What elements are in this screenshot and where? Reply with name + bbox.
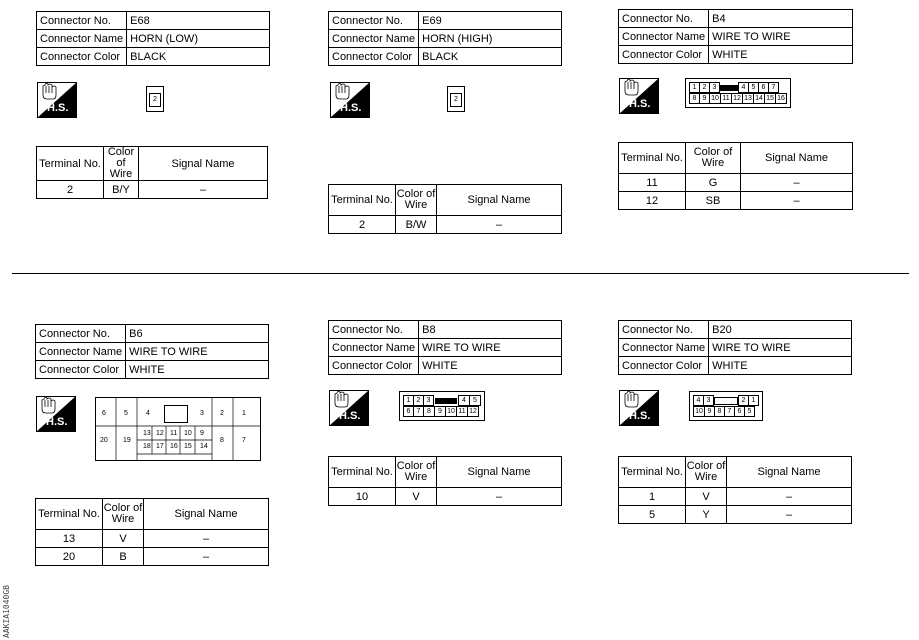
e69-no: E69 [419, 12, 562, 30]
e68-no: E68 [127, 12, 270, 30]
label-connector-color: Connector Color [36, 361, 126, 379]
header-color-of-wire: Color of Wire [396, 185, 437, 216]
b6-terminal-table [35, 498, 269, 566]
header-color-of-wire: Color of Wire [686, 457, 727, 488]
label-connector-color: Connector Color [619, 46, 709, 64]
header-terminal-no: Terminal No. [619, 457, 686, 488]
header-signal-name: Signal Name [727, 457, 852, 488]
label-connector-no: Connector No. [36, 325, 126, 343]
b4-info-table [618, 9, 853, 64]
e68-connector-face [146, 86, 164, 112]
b20-no: B20 [709, 321, 852, 339]
label-connector-color: Connector Color [329, 48, 419, 66]
b4-connector-face: 1 2 3 4 5 6 7 8 9 10 11 12 13 14 15 16 [685, 78, 791, 108]
table-row: 13 V – [36, 530, 269, 548]
e69-connector-face [447, 86, 465, 112]
b8-info-table [328, 320, 562, 375]
label-connector-color: Connector Color [619, 357, 709, 375]
e68-color: BLACK [127, 48, 270, 66]
b20-latch [714, 396, 739, 406]
table-row: 2 B/W – [329, 216, 562, 234]
e68-name: HORN (LOW) [127, 30, 270, 48]
label-connector-no: Connector No. [329, 12, 419, 30]
label-connector-no: Connector No. [329, 321, 419, 339]
b4-color: WHITE [709, 46, 853, 64]
header-signal-name: Signal Name [144, 499, 269, 530]
e69-pin: 2 [450, 93, 462, 107]
header-terminal-no: Terminal No. [329, 185, 396, 216]
hand-shield-icon: H.S. [36, 396, 76, 432]
label-connector-name: Connector Name [619, 339, 709, 357]
header-color-of-wire: Color of Wire [396, 457, 437, 488]
b8-color: WHITE [419, 357, 562, 375]
header-signal-name: Signal Name [139, 147, 268, 181]
label-connector-name: Connector Name [619, 28, 709, 46]
e68-info-table [36, 11, 270, 66]
b8-connector-face: 1 2 3 4 5 6 7 8 9 10 11 12 [399, 391, 485, 421]
b4-name: WIRE TO WIRE [709, 28, 853, 46]
label-connector-name: Connector Name [36, 343, 126, 361]
table-row: 5 Y – [619, 506, 852, 524]
figure-code: AAKIA1040GB [2, 585, 11, 638]
header-color-of-wire: Color of Wire [686, 143, 741, 174]
b20-color: WHITE [709, 357, 852, 375]
e68-terminal-table [36, 146, 268, 199]
header-signal-name: Signal Name [437, 185, 562, 216]
b6-no: B6 [126, 325, 269, 343]
label-connector-no: Connector No. [37, 12, 127, 30]
hand-shield-icon: H.S. [330, 82, 370, 118]
b8-latch [434, 396, 459, 406]
header-signal-name: Signal Name [741, 143, 853, 174]
b6-info-table [35, 324, 269, 379]
header-terminal-no: Terminal No. [36, 499, 103, 530]
header-color-of-wire: Color of Wire [104, 147, 139, 181]
table-row: 2 B/Y – [37, 181, 268, 199]
b6-connector-face: 6 5 4 3 2 1 20 19 13 12 11 10 9 18 17 16 15 14 8 7 [95, 397, 261, 461]
label-connector-no: Connector No. [619, 10, 709, 28]
b4-latch [720, 83, 739, 93]
hand-shield-icon: H.S. [37, 82, 77, 118]
hand-shield-icon: H.S. [619, 78, 659, 114]
hand-shield-icon: H.S. [329, 390, 369, 426]
table-row: 12 SB – [619, 192, 853, 210]
b6-color: WHITE [126, 361, 269, 379]
b20-info-table [618, 320, 852, 375]
b4-terminal-table [618, 142, 853, 210]
b8-terminal-table [328, 456, 562, 506]
e69-name: HORN (HIGH) [419, 30, 562, 48]
label-connector-name: Connector Name [329, 339, 419, 357]
header-signal-name: Signal Name [437, 457, 562, 488]
header-color-of-wire: Color of Wire [103, 499, 144, 530]
b20-connector-face: 4 3 2 1 10 9 8 7 6 5 [689, 391, 763, 421]
b4-no: B4 [709, 10, 853, 28]
e69-terminal-table [328, 184, 562, 234]
b8-no: B8 [419, 321, 562, 339]
header-terminal-no: Terminal No. [329, 457, 396, 488]
table-row: 20 B – [36, 548, 269, 566]
label-connector-name: Connector Name [37, 30, 127, 48]
label-connector-color: Connector Color [329, 357, 419, 375]
e69-info-table [328, 11, 562, 66]
b6-name: WIRE TO WIRE [126, 343, 269, 361]
label-connector-no: Connector No. [619, 321, 709, 339]
table-row: 1 V – [619, 488, 852, 506]
header-terminal-no: Terminal No. [619, 143, 686, 174]
e68-pin: 2 [149, 93, 161, 107]
section-divider [12, 273, 909, 274]
hand-shield-icon: H.S. [619, 390, 659, 426]
label-connector-color: Connector Color [37, 48, 127, 66]
table-row: 11 G – [619, 174, 853, 192]
e69-color: BLACK [419, 48, 562, 66]
header-terminal-no: Terminal No. [37, 147, 104, 181]
label-connector-name: Connector Name [329, 30, 419, 48]
table-row: 10 V – [329, 488, 562, 506]
b20-name: WIRE TO WIRE [709, 339, 852, 357]
b20-terminal-table [618, 456, 852, 524]
b8-name: WIRE TO WIRE [419, 339, 562, 357]
